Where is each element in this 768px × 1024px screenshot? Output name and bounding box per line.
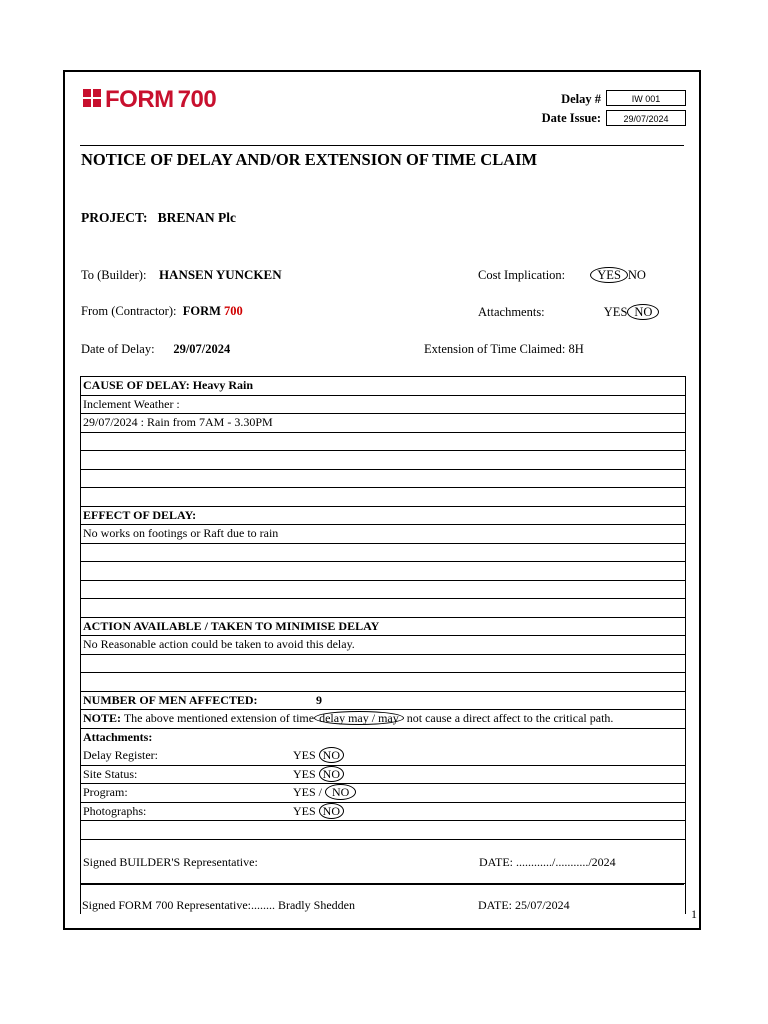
cause-line-2: 29/07/2024 : Rain from 7AM - 3.30PM <box>81 414 685 433</box>
note-text-after: not cause a direct affect to the critical path. <box>406 711 614 725</box>
attachment-row-delay-register <box>81 747 685 766</box>
date-of-delay-label: Date of Delay: <box>81 342 155 356</box>
form700-signature-date: DATE: 25/07/2024 <box>478 898 570 912</box>
action-heading: ACTION AVAILABLE / TAKEN TO MINIMISE DELAY <box>81 618 685 637</box>
date-of-delay-value: 29/07/2024 <box>173 342 231 356</box>
date-issue-box: 29/07/2024 <box>606 110 686 126</box>
attachment-yes-option[interactable]: YES <box>293 803 316 818</box>
left-rule <box>80 884 81 914</box>
from-contractor-number: 700 <box>224 304 243 318</box>
to-builder <box>81 267 282 283</box>
attachment-no-option[interactable]: NO <box>319 747 344 763</box>
blank-row <box>81 821 685 840</box>
date-issue-label: Date Issue: <box>541 111 601 125</box>
logo-text: FORM <box>105 86 174 113</box>
form700-signature: Signed FORM 700 Representative:........ Bradly Shedden <box>82 898 355 912</box>
page-number: 1 <box>691 907 697 921</box>
blank-row <box>81 599 685 618</box>
attachments-yes-option[interactable]: YES <box>603 305 628 319</box>
extension-label: Extension of Time Claimed: <box>424 342 566 356</box>
logo-mark-icon <box>83 89 102 108</box>
attachment-label: Program: <box>83 785 128 799</box>
attachment-yes-option[interactable]: YES / <box>293 785 323 799</box>
attachments-top <box>478 304 659 320</box>
date-of-delay <box>81 342 230 357</box>
blank-row <box>81 470 685 489</box>
blank-row <box>81 544 685 563</box>
men-affected-value: 9 <box>316 692 322 707</box>
form700-logo <box>83 86 216 114</box>
delay-details-grid <box>80 376 686 884</box>
builder-signature-date: DATE: ............/.........../2024 <box>479 855 616 869</box>
attachment-no-option[interactable]: NO <box>319 766 344 782</box>
attachment-row-photographs <box>81 803 685 822</box>
effect-heading: EFFECT OF DELAY: <box>81 507 685 526</box>
project-value: BRENAN Plc <box>157 210 236 225</box>
attachment-no-option[interactable]: NO <box>325 784 356 800</box>
note-circled-option[interactable]: delay may / may <box>314 711 404 725</box>
blank-row <box>81 488 685 507</box>
from-contractor <box>81 304 243 319</box>
cause-heading: CAUSE OF DELAY: Heavy Rain <box>81 377 685 396</box>
extension-claimed <box>424 342 584 357</box>
signature-divider <box>80 884 684 885</box>
blank-row <box>81 581 685 600</box>
attachments-top-label: Attachments: <box>478 305 545 319</box>
to-builder-value: HANSEN YUNCKEN <box>158 267 282 282</box>
attachment-yes-option[interactable]: YES <box>293 748 316 762</box>
attachment-label: Delay Register: <box>83 748 158 762</box>
delay-number-label: Delay # <box>561 92 601 106</box>
blank-row <box>81 451 685 470</box>
extension-value: 8H <box>568 342 584 356</box>
attachments-heading: Attachments: <box>83 729 153 744</box>
cost-implication-label: Cost Implication: <box>478 268 566 282</box>
attachment-yes-option[interactable]: YES <box>293 766 316 781</box>
cause-line-1: Inclement Weather : <box>81 396 685 415</box>
form-sheet <box>63 70 701 930</box>
project-label: PROJECT: <box>81 210 148 225</box>
blank-row <box>81 562 685 581</box>
from-contractor-label: From (Contractor): <box>81 304 177 318</box>
note-row <box>81 710 685 729</box>
right-rule <box>685 884 686 914</box>
attachments-no-option[interactable]: NO <box>627 304 659 320</box>
logo-number: 700 <box>177 86 217 113</box>
attachment-no-option[interactable]: NO <box>319 803 344 819</box>
action-line-1: No Reasonable action could be taken to avoid this delay. <box>81 636 685 655</box>
cost-no-option[interactable]: NO <box>627 268 646 282</box>
attachment-label: Photographs: <box>83 803 147 818</box>
builder-signature: Signed BUILDER'S Representative: <box>83 855 258 869</box>
attachment-row-program <box>81 784 685 803</box>
delay-number-box: IW 001 <box>606 90 686 106</box>
cost-implication <box>478 267 646 283</box>
effect-line-1: No works on footings or Raft due to rain <box>81 525 685 544</box>
header-divider <box>80 145 684 146</box>
attachment-row-site-status <box>81 766 685 785</box>
cost-yes-option[interactable]: YES <box>590 267 628 283</box>
page-title: NOTICE OF DELAY AND/OR EXTENSION OF TIME CLAIM <box>81 150 538 169</box>
attachment-label: Site Status: <box>83 766 138 781</box>
men-affected-label: NUMBER OF MEN AFFECTED: <box>83 692 258 707</box>
blank-row <box>81 673 685 692</box>
blank-row <box>81 433 685 452</box>
note-label: NOTE: <box>83 711 122 725</box>
note-text-before: The above mentioned extension of time <box>123 711 315 725</box>
project-line <box>81 210 236 226</box>
to-builder-label: To (Builder): <box>81 268 147 282</box>
men-affected-row <box>81 692 685 711</box>
from-contractor-value: FORM <box>182 304 221 318</box>
blank-row <box>81 655 685 674</box>
